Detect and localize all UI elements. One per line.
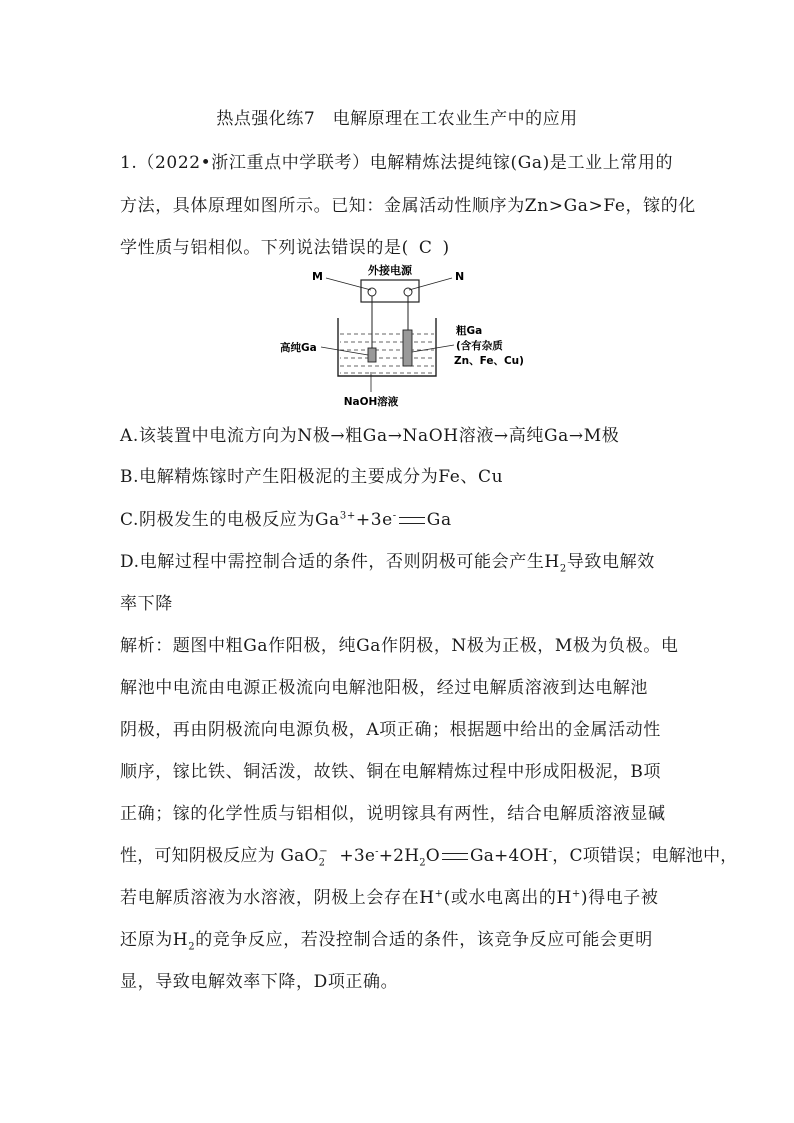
- power-source-label: 外接电源: [368, 264, 412, 277]
- analysis-8-sub: 2: [188, 941, 196, 953]
- analysis-7c: )得电子被: [580, 888, 659, 908]
- analysis-6a: 性，可知阴极反应为 GaO: [120, 846, 319, 866]
- gao2-ion: [319, 846, 334, 868]
- equation-arrow: [399, 517, 425, 524]
- option-c-sup-2: -: [392, 510, 397, 522]
- crude-ga-label-1: 粗Ga: [456, 325, 483, 337]
- stem-text: 学性质与铝相似。下列说法错误的是(: [120, 238, 409, 258]
- crude-ga-electrode: [403, 330, 412, 366]
- analysis-8a: 还原为H: [120, 930, 189, 950]
- question-stem-line-1: 1.（2022•浙江重点中学联考）电解精炼法提纯镓(Ga)是工业上常用的: [120, 153, 674, 173]
- answer-choice: C: [418, 238, 433, 258]
- question-stem-line-3: [120, 233, 450, 258]
- option-d-line-2: 率下降: [120, 594, 173, 614]
- beaker: [338, 318, 436, 376]
- analysis-8b: 的竞争反应，若没控制合适的条件，该竞争反应可能会更明: [195, 930, 653, 950]
- solution-fill: [340, 334, 434, 373]
- pure-ga-leader: [321, 347, 368, 355]
- option-d-text-2: 导致电解效: [566, 552, 655, 572]
- analysis-line-6: [120, 841, 738, 868]
- option-c-text-2: +3e: [355, 510, 393, 530]
- option-c-text: C.阴极发生的电极反应为Ga: [120, 510, 340, 530]
- option-d-line-1: [120, 547, 655, 574]
- option-c: [120, 505, 452, 530]
- analysis-line-8: [120, 925, 653, 952]
- option-c-sup: 3+: [339, 510, 356, 522]
- analysis-6b: +3e: [333, 846, 376, 866]
- analysis-line-7: [120, 883, 659, 908]
- analysis-7b: (或水电离出的H: [443, 888, 572, 908]
- analysis-6c: +2H: [378, 846, 420, 866]
- analysis-6e: Ga+4OH: [469, 846, 549, 866]
- stem-close-paren: ): [442, 238, 450, 258]
- option-a: A.该装置中电流方向为N极→粗Ga→NaOH溶液→高纯Ga→M极: [120, 426, 620, 446]
- analysis-line-1: 解析：题图中粗Ga作阳极，纯Ga作阴极，N极为正极，M极为负极。电: [120, 636, 679, 656]
- solution-label: NaOH溶液: [343, 396, 399, 408]
- question-stem-line-2: 方法，具体原理如图所示。已知：金属活动性顺序为Zn>Ga>Fe，镓的化: [120, 196, 696, 216]
- option-d-sub: 2: [559, 563, 567, 575]
- analysis-6d: O: [425, 846, 440, 866]
- n-label: N: [455, 270, 465, 283]
- electrolysis-diagram: [276, 260, 526, 412]
- option-b: B.电解精炼镓时产生阳极泥的主要成分为Fe、Cu: [120, 467, 504, 487]
- analysis-line-4: 顺序，镓比铁、铜活泼，故铁、铜在电解精炼过程中形成阳极泥，B项: [120, 762, 662, 782]
- option-d-text: D.电解过程中需控制合适的条件，否则阴极可能会产生H: [120, 552, 560, 572]
- crude-ga-leader: [412, 345, 454, 352]
- analysis-7a: 若电解质溶液为水溶液，阴极上会存在H: [120, 888, 435, 908]
- crude-ga-label-2: (含有杂质: [456, 340, 503, 352]
- crude-ga-label-3: Zn、Fe、Cu): [454, 355, 524, 367]
- analysis-6f: ，C项错误；电解池中，: [552, 846, 738, 866]
- analysis-line-3: 阴极，再由阴极流向电源负极，A项正确；根据题中给出的金属活动性: [120, 720, 661, 740]
- page-title: 热点强化练7 电解原理在工农业生产中的应用: [216, 109, 578, 129]
- analysis-6-sub2: 2: [419, 857, 426, 869]
- analysis-6-sup2: -: [375, 846, 379, 858]
- analysis-line-2: 解池中电流由电源正极流向电解池阳极，经过电解质溶液到达电解池: [120, 678, 648, 698]
- gao2-sub: 2: [318, 857, 326, 869]
- analysis-7-sup: +: [434, 888, 444, 900]
- equation-arrow-2: [442, 853, 468, 860]
- analysis-7-sup2: +: [571, 888, 581, 900]
- pure-ga-electrode: [368, 348, 376, 362]
- gao2-sup: −: [319, 846, 328, 858]
- m-label: M: [312, 270, 323, 283]
- analysis-6-sup3: -: [548, 846, 553, 858]
- analysis-line-9: 显，导致电解效率下降，D项正确。: [120, 972, 399, 992]
- analysis-line-5: 正确；镓的化学性质与铝相似，说明镓具有两性，结合电解质溶液显碱: [120, 804, 666, 824]
- pure-ga-label: 高纯Ga: [280, 342, 317, 354]
- option-c-text-3: Ga: [426, 510, 452, 530]
